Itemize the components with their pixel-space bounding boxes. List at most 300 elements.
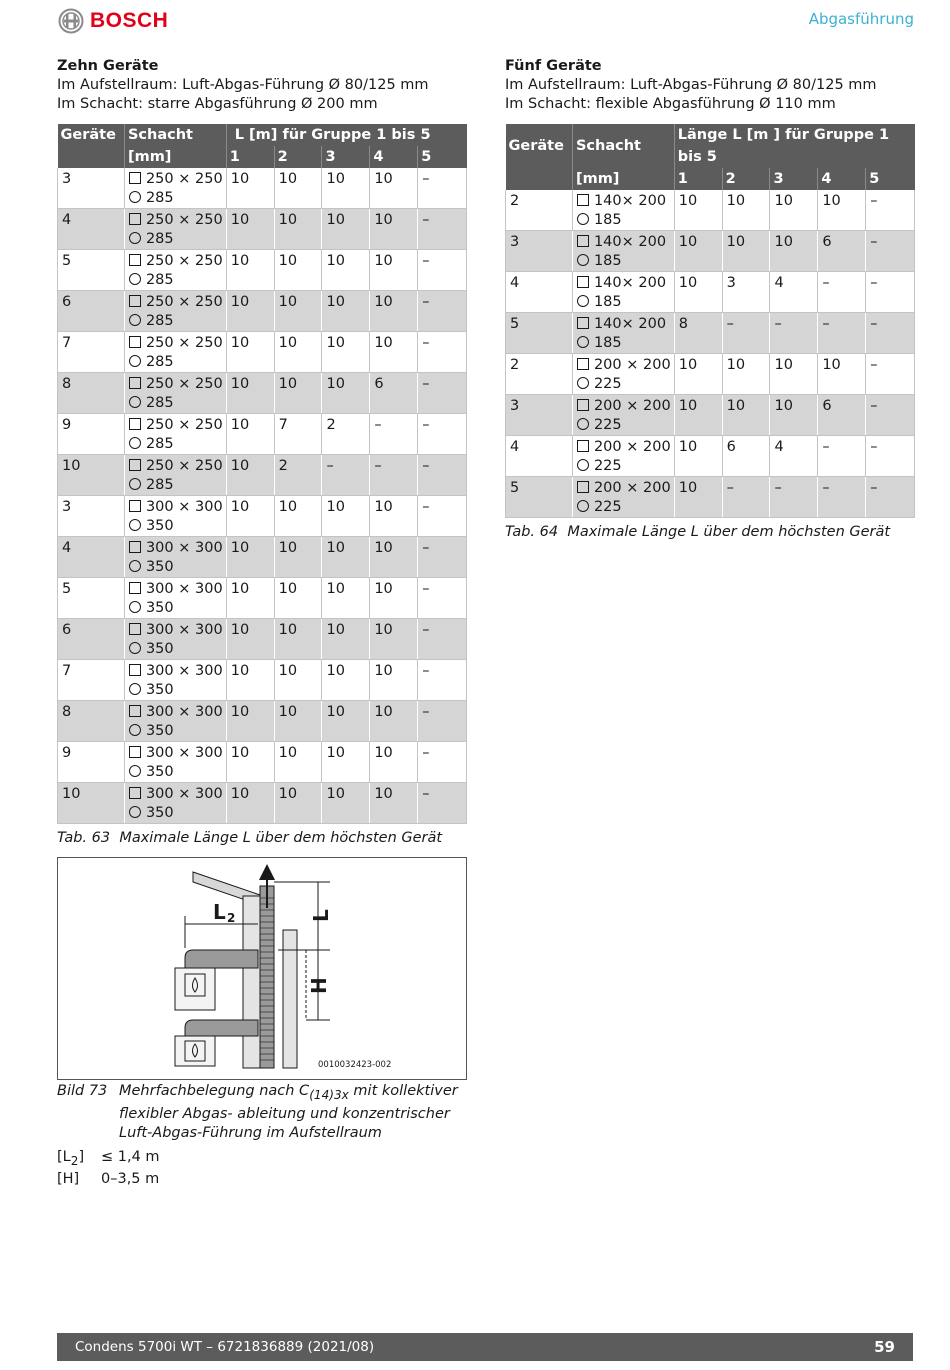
table-row bbox=[506, 313, 915, 354]
circle-icon bbox=[129, 396, 141, 408]
cell-geraete: 6 bbox=[58, 291, 125, 332]
col-header-g3: 3 bbox=[322, 146, 370, 168]
legend-row bbox=[57, 1148, 160, 1170]
cell-value: 10 bbox=[274, 783, 322, 824]
circle-icon bbox=[577, 295, 589, 307]
cell-schacht: 300 × 300 350 bbox=[124, 619, 226, 660]
cell-value: 10 bbox=[370, 578, 418, 619]
cell-value: 10 bbox=[674, 231, 722, 272]
cell-value: – bbox=[418, 537, 467, 578]
circle-icon bbox=[129, 437, 141, 449]
cell-value: 10 bbox=[674, 395, 722, 436]
cell-geraete: 3 bbox=[506, 231, 573, 272]
cell-value: 10 bbox=[770, 190, 818, 231]
cell-value: 4 bbox=[770, 272, 818, 313]
table-row bbox=[58, 537, 467, 578]
cell-value: – bbox=[818, 436, 866, 477]
cell-value: 10 bbox=[770, 231, 818, 272]
cell-geraete: 7 bbox=[58, 660, 125, 701]
circle-icon bbox=[129, 355, 141, 367]
cell-value: 10 bbox=[226, 332, 274, 373]
cell-geraete: 5 bbox=[506, 313, 573, 354]
col-header-g1: 1 bbox=[674, 168, 722, 190]
cell-value: 10 bbox=[818, 190, 866, 231]
legend-key: [H] bbox=[57, 1170, 80, 1187]
cell-geraete: 10 bbox=[58, 783, 125, 824]
col-header-g1: 1 bbox=[226, 146, 274, 168]
cell-value: – bbox=[418, 373, 467, 414]
cell-value: 10 bbox=[226, 455, 274, 496]
cell-value: – bbox=[866, 436, 915, 477]
cell-value: 10 bbox=[274, 250, 322, 291]
table-row bbox=[58, 373, 467, 414]
cell-geraete: 6 bbox=[58, 619, 125, 660]
cell-value: 10 bbox=[674, 436, 722, 477]
right-line-1: Im Aufstellraum: Luft-Abgas-Führung Ø 80/125 mm bbox=[505, 77, 877, 93]
cell-value: 10 bbox=[322, 291, 370, 332]
cell-value: – bbox=[866, 190, 915, 231]
right-column bbox=[505, 57, 915, 542]
caption-label: Tab. 64 bbox=[505, 524, 559, 540]
square-icon bbox=[129, 541, 141, 553]
cell-value: 10 bbox=[274, 373, 322, 414]
table-row bbox=[506, 190, 915, 231]
cell-value: – bbox=[866, 272, 915, 313]
cell-value: – bbox=[418, 414, 467, 455]
square-icon bbox=[129, 623, 141, 635]
square-icon bbox=[577, 358, 589, 370]
square-icon bbox=[577, 194, 589, 206]
cell-value: 10 bbox=[226, 578, 274, 619]
cell-value: 10 bbox=[370, 496, 418, 537]
cell-geraete: 10 bbox=[58, 455, 125, 496]
cell-schacht: 250 × 250 285 bbox=[124, 332, 226, 373]
cell-value: 7 bbox=[274, 414, 322, 455]
square-icon bbox=[129, 377, 141, 389]
square-icon bbox=[129, 254, 141, 266]
table-63 bbox=[57, 124, 467, 824]
table-row bbox=[58, 332, 467, 373]
cell-value: – bbox=[418, 209, 467, 250]
cell-schacht: 140× 200 185 bbox=[572, 313, 674, 354]
cell-geraete: 2 bbox=[506, 354, 573, 395]
cell-value: – bbox=[418, 701, 467, 742]
square-icon bbox=[577, 399, 589, 411]
figure-73 bbox=[57, 857, 467, 1080]
cell-schacht: 200 × 200 225 bbox=[572, 354, 674, 395]
cell-geraete: 4 bbox=[506, 272, 573, 313]
label-l2-sub: 2 bbox=[227, 911, 236, 925]
square-icon bbox=[129, 213, 141, 225]
cell-schacht: 300 × 300 350 bbox=[124, 660, 226, 701]
cell-value: 10 bbox=[226, 250, 274, 291]
page-footer bbox=[57, 1333, 913, 1361]
square-icon bbox=[577, 317, 589, 329]
cell-value: 2 bbox=[322, 414, 370, 455]
cell-geraete: 8 bbox=[58, 373, 125, 414]
table-row bbox=[506, 477, 915, 518]
cell-value: 10 bbox=[370, 660, 418, 701]
table-row bbox=[58, 414, 467, 455]
cell-value: – bbox=[866, 231, 915, 272]
circle-icon bbox=[129, 478, 141, 490]
flexible-flue-pipe bbox=[260, 886, 274, 1068]
cell-value: 6 bbox=[722, 436, 770, 477]
caption-text: Maximale Länge L über dem höchsten Gerät bbox=[567, 524, 891, 540]
square-icon bbox=[129, 582, 141, 594]
cell-value: 6 bbox=[370, 373, 418, 414]
cell-value: 10 bbox=[370, 742, 418, 783]
right-line-2: Im Schacht: flexible Abgasführung Ø 110 mm bbox=[505, 96, 836, 112]
figure-code: 0010032423-002 bbox=[318, 1060, 392, 1070]
cell-value: 10 bbox=[274, 537, 322, 578]
legend-value: 0–3,5 m bbox=[101, 1170, 160, 1187]
table-row bbox=[58, 168, 467, 209]
legend-key: $[L_2]$ bbox=[57, 1149, 85, 1168]
caption-pre: Mehrfachbelegung nach C bbox=[119, 1083, 310, 1099]
cell-value: 10 bbox=[226, 414, 274, 455]
cell-value: – bbox=[418, 250, 467, 291]
cell-value: – bbox=[818, 313, 866, 354]
cell-value: – bbox=[866, 395, 915, 436]
bosch-logo bbox=[58, 8, 168, 34]
cell-value: – bbox=[370, 455, 418, 496]
cell-geraete: 3 bbox=[58, 168, 125, 209]
col-header-g4: 4 bbox=[818, 168, 866, 190]
cell-value: 10 bbox=[370, 537, 418, 578]
cell-value: 10 bbox=[322, 209, 370, 250]
cell-value: 10 bbox=[370, 783, 418, 824]
footer-doc-info: Condens 5700i WT – 6721836889 (2021/08) bbox=[75, 1339, 375, 1355]
cell-geraete: 5 bbox=[506, 477, 573, 518]
col-header-mm: [mm] bbox=[572, 168, 674, 190]
cell-value: 10 bbox=[770, 395, 818, 436]
table-63-body bbox=[58, 168, 467, 824]
cell-value: 10 bbox=[226, 168, 274, 209]
figure-label: Bild 73 bbox=[57, 1083, 108, 1099]
cell-schacht: 200 × 200 225 bbox=[572, 436, 674, 477]
label-l2: L bbox=[213, 900, 226, 924]
cell-value: 6 bbox=[818, 395, 866, 436]
table-row bbox=[58, 578, 467, 619]
circle-icon bbox=[129, 806, 141, 818]
cell-value: – bbox=[722, 477, 770, 518]
cell-geraete: 3 bbox=[58, 496, 125, 537]
col-header-geraete: Geräte bbox=[58, 124, 125, 146]
cell-value: 10 bbox=[322, 742, 370, 783]
cell-schacht: 250 × 250 285 bbox=[124, 455, 226, 496]
cell-value: 10 bbox=[322, 619, 370, 660]
col-header-g5: 5 bbox=[418, 146, 467, 168]
cell-value: 4 bbox=[770, 436, 818, 477]
circle-icon bbox=[129, 314, 141, 326]
table-row bbox=[506, 231, 915, 272]
cell-schacht: 140× 200 185 bbox=[572, 231, 674, 272]
cell-value: 10 bbox=[274, 742, 322, 783]
left-heading: Zehn Geräte bbox=[57, 58, 159, 74]
cell-value: 10 bbox=[370, 332, 418, 373]
cell-value: 10 bbox=[674, 272, 722, 313]
circle-icon bbox=[129, 642, 141, 654]
col-header-g2: 2 bbox=[722, 168, 770, 190]
cell-value: – bbox=[418, 619, 467, 660]
col-header-g2: 2 bbox=[274, 146, 322, 168]
cell-geraete: 4 bbox=[58, 537, 125, 578]
cell-value: 10 bbox=[226, 209, 274, 250]
page-number: 59 bbox=[874, 1338, 895, 1356]
cell-value: – bbox=[418, 783, 467, 824]
cell-value: 10 bbox=[722, 395, 770, 436]
left-column bbox=[57, 57, 467, 848]
cell-geraete: 4 bbox=[506, 436, 573, 477]
cell-value: – bbox=[770, 313, 818, 354]
cell-value: 10 bbox=[322, 332, 370, 373]
table-row bbox=[58, 496, 467, 537]
square-icon bbox=[129, 172, 141, 184]
square-icon bbox=[129, 787, 141, 799]
cell-value: – bbox=[818, 477, 866, 518]
square-icon bbox=[577, 440, 589, 452]
right-heading: Fünf Geräte bbox=[505, 58, 602, 74]
cell-geraete: 9 bbox=[58, 414, 125, 455]
caption-subscript: (14)3x bbox=[309, 1087, 349, 1102]
circle-icon bbox=[129, 601, 141, 613]
cell-value: 10 bbox=[274, 332, 322, 373]
cell-value: 10 bbox=[226, 619, 274, 660]
col-header-schacht: Schacht bbox=[572, 124, 674, 168]
cell-geraete: 8 bbox=[58, 701, 125, 742]
table-row bbox=[58, 701, 467, 742]
circle-icon bbox=[129, 519, 141, 531]
cell-value: 10 bbox=[274, 619, 322, 660]
table-row bbox=[506, 354, 915, 395]
boiler-lower bbox=[175, 1036, 215, 1066]
cell-value: 8 bbox=[674, 313, 722, 354]
caption-label: Tab. 63 bbox=[57, 830, 111, 846]
col-header-schacht: Schacht bbox=[124, 124, 226, 146]
cell-schacht: 200 × 200 225 bbox=[572, 477, 674, 518]
col-header-empty bbox=[58, 146, 125, 168]
cell-value: 10 bbox=[370, 701, 418, 742]
cell-schacht: 200 × 200 225 bbox=[572, 395, 674, 436]
cell-value: 10 bbox=[226, 783, 274, 824]
cell-value: 10 bbox=[226, 496, 274, 537]
cell-value: 10 bbox=[274, 701, 322, 742]
table-row bbox=[58, 455, 467, 496]
cell-value: 10 bbox=[370, 168, 418, 209]
cell-value: – bbox=[418, 291, 467, 332]
cell-schacht: 140× 200 185 bbox=[572, 272, 674, 313]
cell-geraete: 2 bbox=[506, 190, 573, 231]
square-icon bbox=[129, 459, 141, 471]
cell-value: 10 bbox=[226, 537, 274, 578]
cell-value: – bbox=[370, 414, 418, 455]
left-line-1: Im Aufstellraum: Luft-Abgas-Führung Ø 80/125 mm bbox=[57, 77, 429, 93]
cell-geraete: 4 bbox=[58, 209, 125, 250]
circle-icon bbox=[577, 418, 589, 430]
cell-value: – bbox=[866, 313, 915, 354]
table-row bbox=[506, 395, 915, 436]
cell-value: 10 bbox=[226, 291, 274, 332]
cell-schacht: 250 × 250 285 bbox=[124, 414, 226, 455]
caption-text: Maximale Länge L über dem höchsten Gerät bbox=[119, 830, 443, 846]
legend-row bbox=[57, 1170, 160, 1192]
square-icon bbox=[129, 664, 141, 676]
col-header-length: Länge L [m ] für Gruppe 1 bis 5 bbox=[674, 124, 914, 168]
cell-geraete: 5 bbox=[58, 578, 125, 619]
cell-value: 10 bbox=[818, 354, 866, 395]
cell-value: 10 bbox=[674, 354, 722, 395]
table-row bbox=[506, 272, 915, 313]
table-row bbox=[58, 742, 467, 783]
cell-value: 10 bbox=[722, 354, 770, 395]
square-icon bbox=[577, 235, 589, 247]
square-icon bbox=[577, 276, 589, 288]
circle-icon bbox=[129, 273, 141, 285]
cell-value: 10 bbox=[674, 190, 722, 231]
label-l: L bbox=[309, 909, 333, 922]
cell-value: 10 bbox=[322, 537, 370, 578]
cell-value: – bbox=[866, 354, 915, 395]
circle-icon bbox=[129, 683, 141, 695]
cell-schacht: 300 × 300 350 bbox=[124, 537, 226, 578]
cell-value: 10 bbox=[226, 660, 274, 701]
cell-value: 10 bbox=[322, 168, 370, 209]
cell-value: 10 bbox=[274, 168, 322, 209]
circle-icon bbox=[577, 336, 589, 348]
bosch-armature-icon bbox=[58, 8, 84, 34]
table-row bbox=[58, 783, 467, 824]
circle-icon bbox=[577, 213, 589, 225]
cell-schacht: 300 × 300 350 bbox=[124, 783, 226, 824]
table-64-body bbox=[506, 190, 915, 518]
table-63-caption bbox=[57, 829, 467, 848]
cell-value: 10 bbox=[274, 291, 322, 332]
circle-icon bbox=[129, 765, 141, 777]
table-64 bbox=[505, 124, 915, 518]
cell-value: 10 bbox=[226, 373, 274, 414]
col-header-g3: 3 bbox=[770, 168, 818, 190]
boiler-upper bbox=[175, 968, 215, 1010]
cell-value: 10 bbox=[226, 742, 274, 783]
left-line-2: Im Schacht: starre Abgasführung Ø 200 mm bbox=[57, 96, 378, 112]
figure-legend bbox=[57, 1148, 160, 1192]
circle-icon bbox=[129, 724, 141, 736]
cell-schacht: 250 × 250 285 bbox=[124, 250, 226, 291]
cell-value: – bbox=[818, 272, 866, 313]
square-icon bbox=[577, 481, 589, 493]
square-icon bbox=[129, 336, 141, 348]
cell-value: – bbox=[322, 455, 370, 496]
cell-schacht: 300 × 300 350 bbox=[124, 701, 226, 742]
circle-icon bbox=[577, 500, 589, 512]
table-row bbox=[58, 660, 467, 701]
cell-geraete: 3 bbox=[506, 395, 573, 436]
table-row bbox=[58, 209, 467, 250]
cell-value: 10 bbox=[722, 190, 770, 231]
cell-value: 10 bbox=[274, 578, 322, 619]
cell-value: – bbox=[418, 660, 467, 701]
cell-schacht: 300 × 300 350 bbox=[124, 578, 226, 619]
figure-caption-text bbox=[119, 1082, 467, 1143]
col-header-g4: 4 bbox=[370, 146, 418, 168]
cell-geraete: 9 bbox=[58, 742, 125, 783]
cell-value: – bbox=[770, 477, 818, 518]
flue-system-diagram bbox=[58, 858, 466, 1079]
cell-schacht: 250 × 250 285 bbox=[124, 291, 226, 332]
circle-icon bbox=[577, 254, 589, 266]
cell-value: 10 bbox=[322, 373, 370, 414]
cell-value: 10 bbox=[370, 291, 418, 332]
cell-schacht: 250 × 250 285 bbox=[124, 168, 226, 209]
cell-schacht: 140× 200 185 bbox=[572, 190, 674, 231]
cell-value: 10 bbox=[370, 209, 418, 250]
col-header-length: L [m] für Gruppe 1 bis 5 bbox=[226, 124, 466, 146]
cell-value: 10 bbox=[226, 701, 274, 742]
table-row bbox=[58, 291, 467, 332]
circle-icon bbox=[577, 377, 589, 389]
circle-icon bbox=[129, 232, 141, 244]
cell-value: – bbox=[866, 477, 915, 518]
cell-value: 10 bbox=[322, 578, 370, 619]
cell-value: – bbox=[418, 168, 467, 209]
cell-value: 10 bbox=[722, 231, 770, 272]
figure-73-caption bbox=[57, 1082, 467, 1143]
cell-value: 10 bbox=[674, 477, 722, 518]
cell-value: – bbox=[418, 578, 467, 619]
cell-value: – bbox=[418, 455, 467, 496]
cell-value: 3 bbox=[722, 272, 770, 313]
cell-value: – bbox=[418, 332, 467, 373]
brand-name: BOSCH bbox=[90, 9, 169, 32]
square-icon bbox=[129, 500, 141, 512]
col-header-empty bbox=[506, 168, 573, 190]
square-icon bbox=[129, 705, 141, 717]
cell-value: – bbox=[722, 313, 770, 354]
cell-value: 10 bbox=[274, 209, 322, 250]
section-title: Abgasführung bbox=[808, 10, 914, 28]
cell-schacht: 300 × 300 350 bbox=[124, 742, 226, 783]
cell-value: – bbox=[418, 496, 467, 537]
cell-value: 2 bbox=[274, 455, 322, 496]
table-row bbox=[506, 436, 915, 477]
caption-post: mit kollektiver flexibler Abgas- ableitung und konzentrischer Luft-Abgas-Führung im Aufstellraum bbox=[119, 1083, 458, 1141]
cell-value: 10 bbox=[322, 496, 370, 537]
col-header-mm: [mm] bbox=[124, 146, 226, 168]
cell-value: 10 bbox=[370, 619, 418, 660]
cell-schacht: 250 × 250 285 bbox=[124, 209, 226, 250]
table-64-caption bbox=[505, 523, 915, 542]
circle-icon bbox=[577, 459, 589, 471]
circle-icon bbox=[129, 560, 141, 572]
legend-value: ≤ 1,4 m bbox=[101, 1149, 160, 1165]
label-h: H bbox=[307, 977, 331, 994]
cell-schacht: 300 × 300 350 bbox=[124, 496, 226, 537]
table-row bbox=[58, 619, 467, 660]
cell-geraete: 5 bbox=[58, 250, 125, 291]
square-icon bbox=[129, 295, 141, 307]
cell-value: – bbox=[418, 742, 467, 783]
cell-schacht: 250 × 250 285 bbox=[124, 373, 226, 414]
cell-value: 10 bbox=[770, 354, 818, 395]
cell-value: 10 bbox=[370, 250, 418, 291]
cell-value: 6 bbox=[818, 231, 866, 272]
cell-value: 10 bbox=[322, 250, 370, 291]
square-icon bbox=[129, 418, 141, 430]
cell-value: 10 bbox=[274, 660, 322, 701]
square-icon bbox=[129, 746, 141, 758]
col-header-geraete: Geräte bbox=[506, 124, 573, 168]
